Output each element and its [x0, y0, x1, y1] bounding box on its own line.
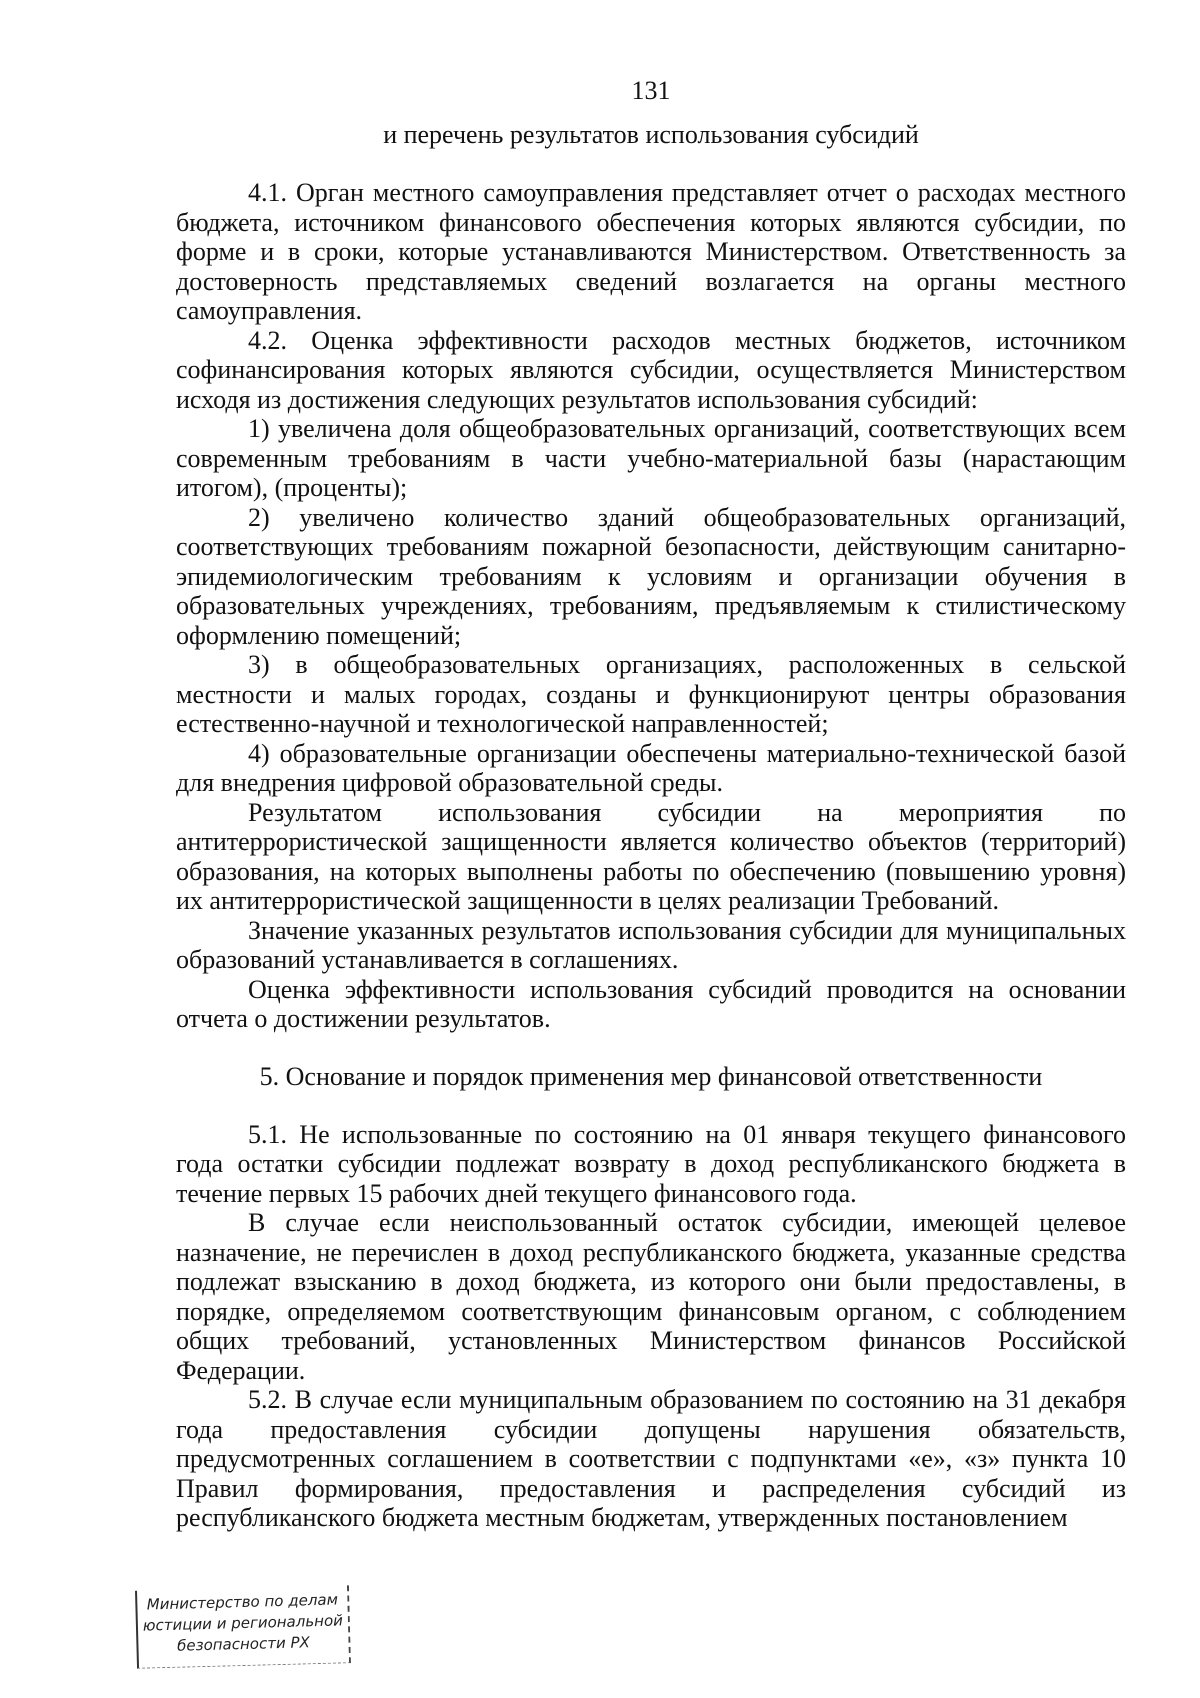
list-item-2: 2) увеличено количество зданий общеобразовательных организаций, соответствующих требованиям пожарной безопасности, действующим санитарно-эпидемиологическим требованиям к условиям и организации обучения в образовательных учреждениях, требованиям, предъявляемым к стилистическому оформлению помещений;: [176, 502, 1126, 650]
stamp-line: юстиции и региональной: [142, 1611, 344, 1635]
paragraph-4-1: 4.1. Орган местного самоуправления представляет отчет о расходах местного бюджета, источником финансового обеспечения которых являются субсидии, по форме и в сроки, которые устанавливаются Министерством. Ответственность за достоверность представляемых сведений возлагается на органы местного самоуправления.: [176, 178, 1126, 325]
paragraph-result-values: Значение указанных результатов использования субсидии для муниципальных образований устанавливается в соглашениях.: [176, 915, 1126, 974]
list-item-1: 1) увеличена доля общеобразовательных организаций, соответствующих всем современным требованиям в части учебно-материальной базы (нарастающим итогом), (проценты);: [176, 414, 1126, 502]
section-heading-results: и перечень результатов использования субсидий: [383, 120, 919, 149]
page-number: 131: [631, 76, 671, 105]
list-item-3: 3) в общеобразовательных организациях, расположенных в сельской местности и малых городах, созданы и функционируют центры образования естественно-научной и технологической направленностей;: [176, 650, 1126, 738]
stamp-line: безопасности РХ: [176, 1633, 311, 1655]
paragraph-antiterror-result: Результатом использования субсидии на мероприятия по антитеррористической защищенности является количество объектов (территорий) образования, на которых выполнены работы по обеспечению (повышению уровня) их антитеррористической защищенности в целях реализации Требований.: [176, 797, 1126, 915]
paragraph-4-2: 4.2. Оценка эффективности расходов местных бюджетов, источником софинансирования которых являются субсидии, осуществляется Министерством исходя из достижения следующих результатов использования субсидий:: [176, 325, 1126, 414]
paragraph-unused-balance: В случае если неиспользованный остаток субсидии, имеющей целевое назначение, не перечислен в доход республиканского бюджета, указанные средства подлежат взысканию в доход бюджета, из которого они были предоставлены, в порядке, определяемом соответствующим финансовым органом, с соблюдением общих требований, установленных Министерством финансов Российской Федерации.: [176, 1208, 1126, 1385]
stamp-line: Министерство по делам: [146, 1590, 339, 1614]
ministry-stamp: [135, 1585, 351, 1669]
document-page: [176, 72, 1126, 1533]
section-5-body: [176, 1120, 1126, 1533]
paragraph-5-1: 5.1. Не использованные по состоянию на 01 января текущего финансового года остатки субсидии подлежат возврату в доход республиканского бюджета в течение первых 15 рабочих дней текущего финансового года.: [176, 1119, 1126, 1208]
list-item-4: 4) образовательные организации обеспечены материально-технической базой для внедрения цифровой образовательной среды.: [176, 738, 1126, 797]
section-heading-5: 5. Основание и порядок применения мер финансовой ответственности: [259, 1061, 1043, 1091]
paragraph-5-2: 5.2. В случае если муниципальным образованием по состоянию на 31 декабря года предоставления субсидии допущены нарушения обязательств, предусмотренных соглашением в соответствии с подпунктами «е», «з» пункта 10 Правил формирования, предоставления и распределения субсидий из республиканского бюджета местным бюджетам, утвержденных постановлением: [176, 1385, 1126, 1532]
paragraph-efficiency-assessment: Оценка эффективности использования субсидий проводится на основании отчета о достижении результатов.: [176, 974, 1126, 1033]
section-4-body: [176, 178, 1126, 1034]
